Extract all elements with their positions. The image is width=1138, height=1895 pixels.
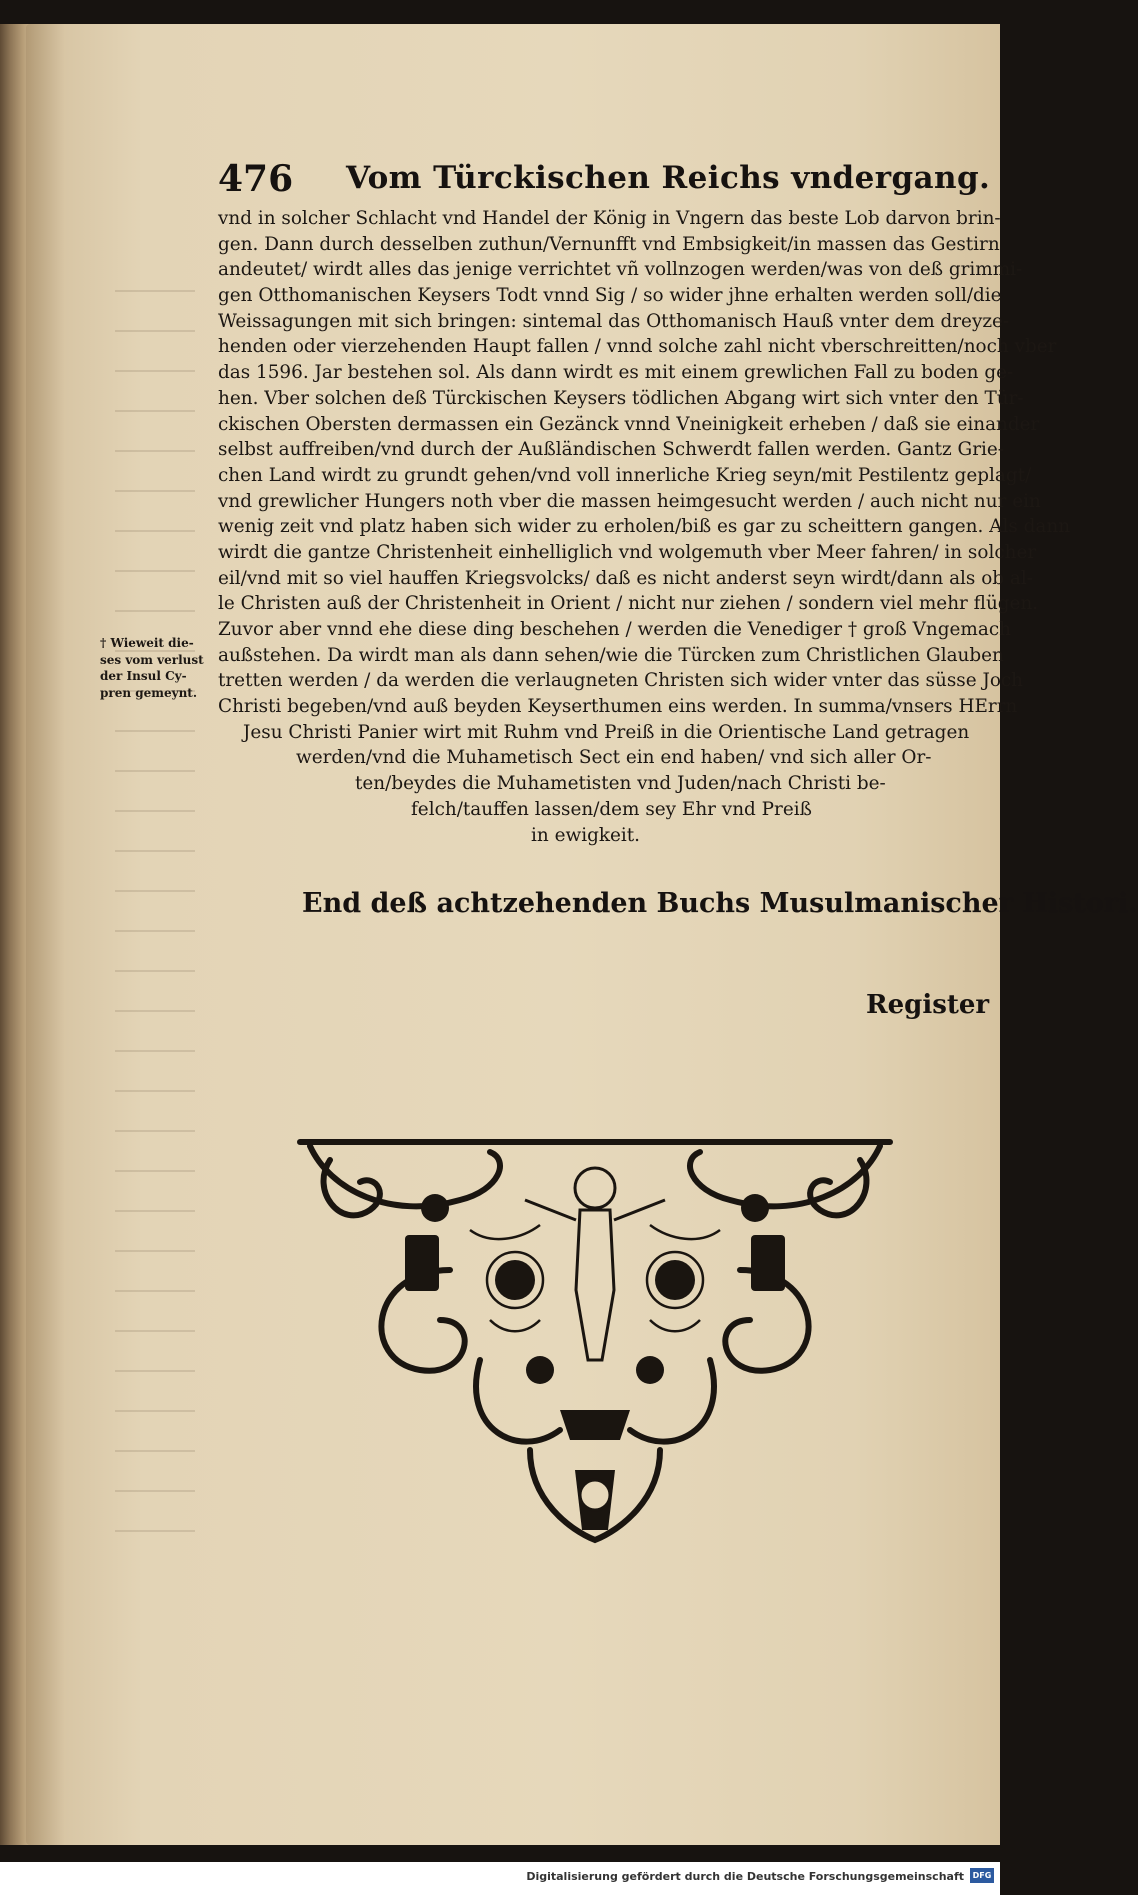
margin-note-line: pren gemeynt. bbox=[100, 685, 198, 700]
margin-note-line: der Insul Cy- bbox=[100, 669, 187, 683]
text-line: felch/tauffen lassen/dem sey Ehr vnd Preiß bbox=[411, 798, 812, 820]
text-line: henden oder vierzehenden Haupt fallen / vnnd solche zahl nicht vberschreitten/noch vber bbox=[218, 336, 1057, 358]
text-line: gen. Dann durch desselben zuthun/Vernunfft vnd Embsigkeit/in massen das Gestirn bbox=[218, 233, 1000, 255]
dfg-logo: DFG bbox=[970, 1868, 994, 1883]
text-line: vnd grewlicher Hungers noth vber die massen heimgesucht werden / auch nicht nur ein bbox=[218, 490, 1041, 512]
text-line: le Christen auß der Christenheit in Orient / nicht nur ziehen / sondern viel mehr flügen. bbox=[218, 593, 1039, 615]
text-line: Weissagungen mit sich bringen: sintemal das Otthomanisch Hauß vnter dem dreyze- bbox=[218, 310, 1010, 332]
text-line: ten/beydes die Muhametisten vnd Juden/nach Christi be- bbox=[355, 773, 886, 795]
text-line: andeutet/ wirdt alles das jenige verrichtet vñ vollnzogen werden/was von deß grimmi- bbox=[218, 259, 1023, 281]
page-number: 476 bbox=[218, 158, 294, 200]
text-line: tretten werden / da werden die verlaugneten Christen sich wider vnter das süsse Joch bbox=[218, 670, 1024, 692]
text-line: selbst auffreiben/vnd durch der Außländischen Schwerdt fallen werden. Gantz Grie- bbox=[218, 439, 1005, 461]
section-end-heading: End deß achtzehenden Buchs Musulmanischer Histori. bbox=[302, 888, 1138, 919]
text-line: Christi begeben/vnd auß beyden Keyserthumen eins werden. In summa/vnsers HErrn bbox=[218, 696, 1018, 718]
text-line: wenig zeit vnd platz haben sich wider zu erholen/biß es gar zu scheittern gangen. Als dann bbox=[218, 516, 1071, 538]
text-line: Jesu Christi Panier wirt mit Ruhm vnd Preiß in die Orientische Land getragen bbox=[243, 721, 970, 743]
catchword: Register bbox=[866, 990, 990, 1020]
text-line: das 1596. Jar bestehen sol. Als dann wirdt es mit einem grewlichen Fall zu boden ge- bbox=[218, 362, 1014, 384]
margin-note-line: ses vom verlust bbox=[100, 652, 204, 667]
text-line: gen Otthomanischen Keysers Todt vnnd Sig / so wider jhne erhalten werden soll/die bbox=[218, 285, 1002, 307]
margin-note-line: † Wieweit die- bbox=[100, 636, 194, 650]
page-header bbox=[218, 158, 991, 202]
text-line: chen Land wirdt zu grundt gehen/vnd voll innerliche Krieg seyn/mit Pestilentz geplagt/ bbox=[218, 464, 1032, 486]
text-line: eil/vnd mit so viel hauffen Kriegsvolcks/ daß es nicht anderst seyn wirdt/dann als ob al- bbox=[218, 567, 1033, 589]
bleed-through-shadow bbox=[115, 270, 195, 1570]
running-title: Vom Türckischen Reichs vndergang. bbox=[346, 160, 991, 196]
text-line: Zuvor aber vnnd ehe diese ding beschehen / werden die Venediger † groß Vngemach bbox=[218, 619, 1011, 640]
text-line: in ewigkeit. bbox=[531, 824, 640, 846]
text-line: vnd in solcher Schlacht vnd Handel der König in Vngern das beste Lob darvon brin- bbox=[218, 208, 1001, 229]
text-line: wirdt die gantze Christenheit einhelliglich vnd wolgemuth vber Meer fahren/ in solcher bbox=[218, 541, 1037, 563]
text-line: außstehen. Da wirdt man als dann sehen/wie die Türcken zum Christlichen Glauben bbox=[218, 644, 1004, 666]
margin-note bbox=[100, 635, 214, 701]
digitization-credit: Digitalisierung gefördert durch die Deutsche Forschungsgemeinschaft bbox=[526, 1870, 964, 1883]
woodcut-tailpiece-ornament-icon bbox=[290, 1130, 900, 1570]
text-line: ckischen Obersten dermassen ein Gezänck vnnd Vneinigkeit erheben / daß sie einander bbox=[218, 413, 1040, 435]
text-line: werden/vnd die Muhametisch Sect ein end haben/ vnd sich aller Or- bbox=[296, 747, 932, 769]
text-line: hen. Vber solchen deß Türckischen Keysers tödlichen Abgang wirt sich vnter den Tür- bbox=[218, 387, 1024, 409]
body-text bbox=[218, 206, 1071, 848]
